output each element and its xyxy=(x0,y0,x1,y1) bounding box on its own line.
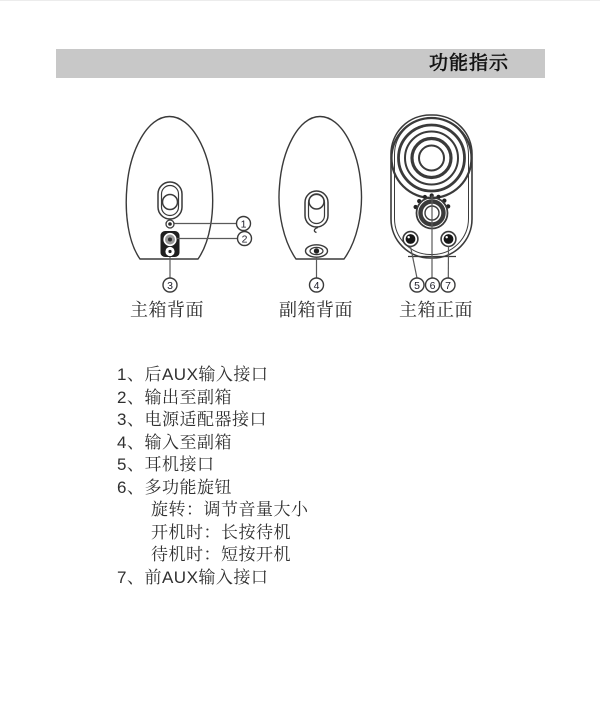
power-port-inner xyxy=(162,186,179,216)
caption-main-front: 主箱正面 xyxy=(366,296,506,322)
callout-number-7: 7 xyxy=(445,280,451,292)
callout-number-5: 5 xyxy=(414,280,420,292)
aux-front-jack xyxy=(441,232,456,247)
power-port-hole xyxy=(163,195,178,210)
list-item: 7、前AUX输入接口 xyxy=(117,567,309,590)
satellite-speaker-back-figure xyxy=(279,117,362,293)
main-speaker-back-figure xyxy=(126,117,251,293)
caption-main-back: 主箱背面 xyxy=(97,296,237,322)
main-speaker-front-figure xyxy=(391,115,472,292)
list-item: 6、多功能旋钮 xyxy=(117,477,309,500)
list-subitem: 待机时：短按开机 xyxy=(117,544,309,567)
callout-number-2: 2 xyxy=(242,233,248,245)
caption-satellite-back: 副箱背面 xyxy=(246,296,386,322)
aux-rear-jack-dot xyxy=(168,222,172,226)
list-item: 1、后AUX输入接口 xyxy=(117,364,309,387)
list-item: 2、输出至副箱 xyxy=(117,387,309,410)
output-jack-dot xyxy=(168,238,172,242)
cable-mark xyxy=(314,228,318,233)
function-list xyxy=(117,364,309,589)
callout-number-6: 6 xyxy=(430,280,436,292)
headphone-jack xyxy=(403,232,418,247)
list-item: 4、输入至副箱 xyxy=(117,432,309,455)
callout-number-3: 3 xyxy=(167,280,173,292)
callout-number-1: 1 xyxy=(241,218,247,230)
input-port-hole xyxy=(309,194,324,209)
callout-number-4: 4 xyxy=(314,280,320,292)
speaker-driver xyxy=(392,118,472,198)
list-subitem: 开机时：长按待机 xyxy=(117,522,309,545)
page-title: 功能指示 xyxy=(56,49,545,78)
list-item: 5、耳机接口 xyxy=(117,454,309,477)
output-jack-lower-dot xyxy=(168,250,171,253)
list-subitem: 旋转：调节音量大小 xyxy=(117,499,309,522)
speaker-body-outline xyxy=(279,117,362,260)
input-grommet-dot xyxy=(314,248,319,253)
list-item: 3、电源适配器接口 xyxy=(117,409,309,432)
